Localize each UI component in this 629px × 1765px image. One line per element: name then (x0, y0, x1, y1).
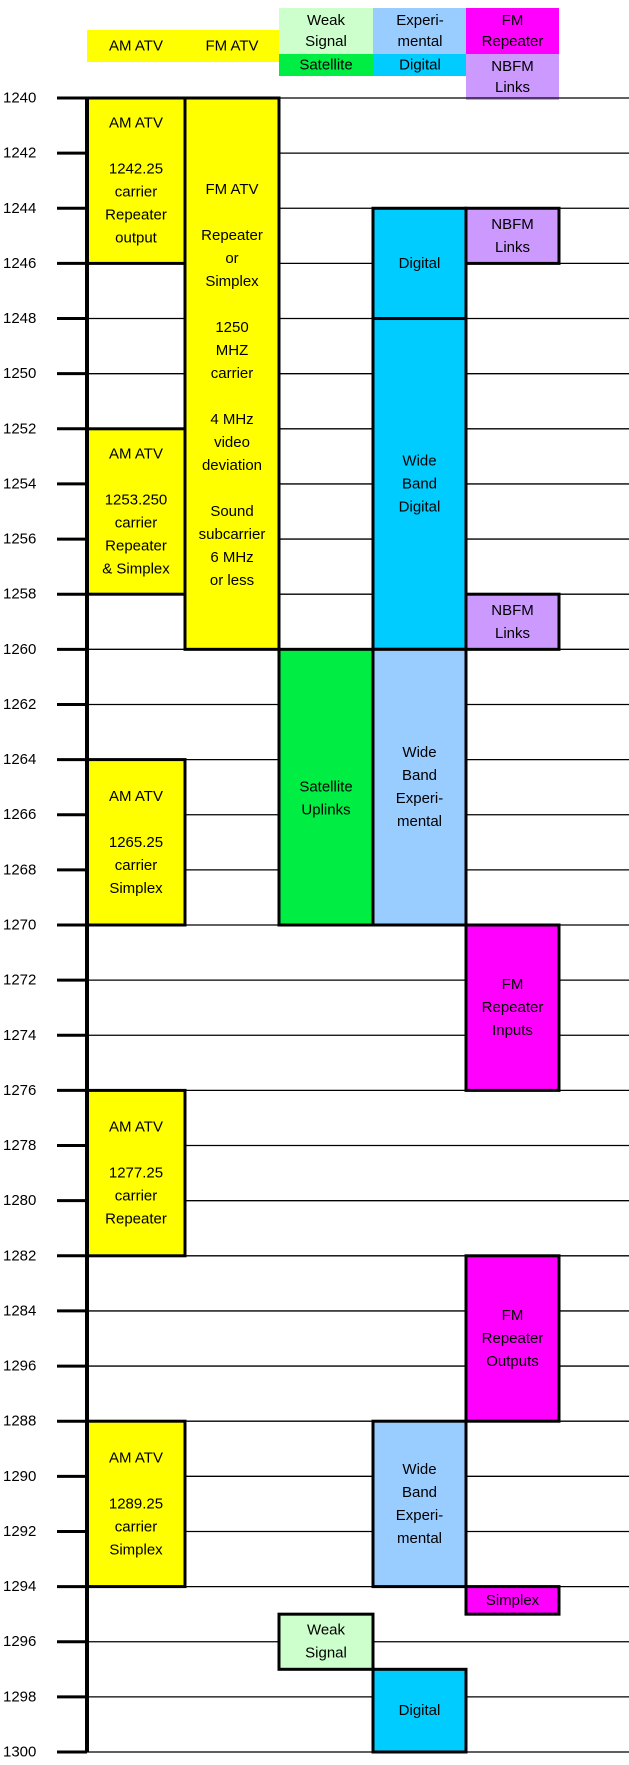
band-block-label: Repeater (105, 1210, 167, 1228)
band-block-label: carrier (114, 1187, 158, 1205)
band-block-label: MHZ (215, 342, 249, 360)
band-block-label: Digital (398, 254, 441, 272)
band-block-label: Weak (306, 1621, 346, 1639)
tick-label: 1274 (3, 1026, 37, 1044)
band-block-label: Simplex (109, 879, 163, 897)
band-block-label: 1289.25 (108, 1495, 164, 1513)
band-block-label: Band (401, 767, 438, 785)
tick-label: 1256 (3, 530, 37, 548)
band-block-label: Band (401, 475, 438, 493)
band-block-wide (373, 319, 466, 650)
band-block-label: FM ATV (205, 181, 259, 199)
band-block-label: carrier (114, 1518, 158, 1536)
legend-label: Signal (305, 33, 347, 50)
legend-label: Repeater (481, 33, 544, 50)
tick-label: 1266 (3, 806, 37, 824)
tick-label: 1284 (3, 1302, 37, 1320)
allocation-blocks (87, 98, 559, 1752)
band-block-label: deviation (201, 457, 263, 475)
band-block-digital (373, 1669, 466, 1752)
band-block-label: AM ATV (109, 114, 163, 132)
band-block-nbfm (466, 594, 559, 649)
legend-item-am-atv (87, 30, 185, 62)
tick-label: 1270 (3, 916, 37, 934)
band-block-label: NBFM (491, 601, 534, 619)
band-block-satellite (279, 649, 373, 925)
band-block-fill (373, 1421, 466, 1586)
band-block-label: Wide (402, 744, 437, 762)
band-block-label: Links (494, 238, 531, 256)
frequency-axis (3, 90, 87, 1761)
legend-label: Digital (399, 56, 441, 74)
legend-label: Weak (306, 12, 346, 29)
legend-item-satellite (279, 54, 373, 76)
band-block-label: Experi- (395, 1506, 444, 1524)
band-block-label: NBFM (491, 215, 534, 233)
band-block-label: & Simplex (102, 560, 170, 578)
band-block-label: or less (209, 572, 255, 590)
band-block-label: Wide (402, 452, 437, 470)
band-block-label: 1253.250 (104, 491, 168, 509)
tick-label: 1272 (3, 971, 37, 989)
band-block-simplex (466, 1587, 559, 1615)
band-block-label: Repeater (201, 227, 263, 245)
band-block-label: Repeater (105, 537, 167, 555)
legend-item-fm-atv (185, 30, 279, 62)
tick-label: 1264 (3, 751, 37, 769)
legend-item-nbfm-links (466, 54, 559, 100)
band-block-label: Digital (398, 498, 441, 516)
band-block-label: Repeater (105, 206, 167, 224)
band-block-label: Repeater (481, 999, 544, 1017)
band-block-label: output (115, 229, 157, 247)
band-block-label: carrier (114, 856, 158, 874)
band-block-label: AM ATV (109, 445, 163, 463)
band-block-label: AM ATV (109, 1118, 163, 1136)
tick-label: 1288 (3, 1412, 37, 1430)
band-block-am-atv (87, 760, 185, 925)
band-block-am-atv (87, 98, 185, 263)
band-block-fm (466, 925, 559, 1090)
tick-label: 1246 (3, 254, 37, 272)
legend-label: Satellite (299, 56, 353, 74)
legend-item-experi-mental (373, 8, 467, 54)
tick-label: 1244 (3, 199, 37, 217)
tick-label: 1242 (3, 144, 37, 162)
band-block-label: 1242.25 (108, 160, 164, 178)
band-block-label: Outputs (486, 1353, 539, 1370)
tick-label: 1296 (3, 1357, 37, 1375)
band-block-label: 1265.25 (108, 833, 164, 851)
band-block-wide (373, 1421, 466, 1586)
band-block-label: subcarrier (198, 526, 266, 544)
tick-label: 1292 (3, 1522, 37, 1540)
band-block-label: 6 MHz (210, 549, 254, 567)
tick-label: 1280 (3, 1192, 37, 1210)
tick-label: 1290 (3, 1467, 37, 1485)
band-block-label: FM (501, 1307, 524, 1324)
band-block-am-atv (87, 1090, 185, 1255)
band-block-label: carrier (114, 183, 158, 201)
legend-label: FM (501, 12, 524, 29)
tick-label: 1282 (3, 1247, 37, 1265)
tick-label: 1250 (3, 365, 37, 383)
legend-label: Experi- (396, 12, 444, 29)
band-block-label: AM ATV (109, 787, 163, 805)
band-block-label: Band (401, 1483, 438, 1501)
band-block-label: FM (501, 976, 524, 994)
tick-label: 1300 (3, 1743, 37, 1761)
legend-label: AM ATV (109, 37, 163, 55)
band-block-label: carrier (114, 514, 158, 532)
legend-label: mental (397, 33, 443, 50)
band-block-label: mental (396, 1529, 443, 1547)
tick-label: 1276 (3, 1081, 37, 1099)
tick-label: 1254 (3, 475, 37, 493)
legend-label: NBFM (491, 58, 534, 75)
band-block-digital (373, 208, 466, 318)
band-block-label: 1277.25 (108, 1164, 164, 1182)
tick-label: 1296 (3, 1633, 37, 1651)
band-block-fm-atv (185, 98, 279, 649)
legend-item-weak-signal (279, 8, 373, 54)
band-block-label: Experi- (395, 790, 444, 808)
band-block-am-atv (87, 1421, 185, 1586)
band-block-label: Repeater (481, 1330, 544, 1347)
band-block-label: mental (396, 813, 443, 831)
legend-item-digital (373, 54, 467, 76)
band-block-fill (373, 649, 466, 925)
tick-label: 1294 (3, 1578, 37, 1596)
legend-item-fm-repeater (466, 8, 559, 54)
band-block-label: carrier (210, 365, 254, 383)
band-block-label: Simplex (109, 1541, 163, 1559)
legend-label: FM ATV (205, 37, 259, 55)
band-block-label: 4 MHz (210, 411, 254, 429)
band-block-label: Uplinks (301, 801, 351, 819)
legend (87, 8, 559, 100)
band-block-weak (279, 1614, 373, 1669)
tick-label: 1298 (3, 1688, 37, 1706)
band-block-label: 1250 (215, 319, 249, 337)
band-block-wide (373, 649, 466, 925)
band-block-label: Links (494, 624, 531, 642)
tick-label: 1262 (3, 695, 37, 713)
band-block-label: Simplex (485, 1591, 540, 1609)
band-block-am-atv (87, 429, 185, 594)
band-block-label: Simplex (205, 273, 259, 291)
band-block-label: Digital (398, 1702, 441, 1720)
band-block-label: Sound (210, 503, 254, 521)
band-block-fm (466, 1256, 559, 1421)
tick-label: 1240 (3, 89, 37, 107)
band-block-label: video (214, 434, 250, 452)
band-block-label: Wide (402, 1460, 437, 1478)
tick-label: 1252 (3, 420, 37, 438)
tick-label: 1268 (3, 861, 37, 879)
tick-label: 1258 (3, 585, 37, 603)
tick-label: 1260 (3, 640, 37, 658)
legend-label: Links (494, 79, 531, 96)
band-block-label: Inputs (492, 1022, 533, 1040)
band-block-label: AM ATV (109, 1449, 163, 1467)
band-block-label: Signal (305, 1644, 347, 1662)
band-block-nbfm (466, 208, 559, 263)
band-block-label: Satellite (299, 778, 353, 796)
tick-label: 1248 (3, 310, 37, 328)
tick-label: 1278 (3, 1137, 37, 1155)
band-block-label: or (225, 250, 239, 268)
